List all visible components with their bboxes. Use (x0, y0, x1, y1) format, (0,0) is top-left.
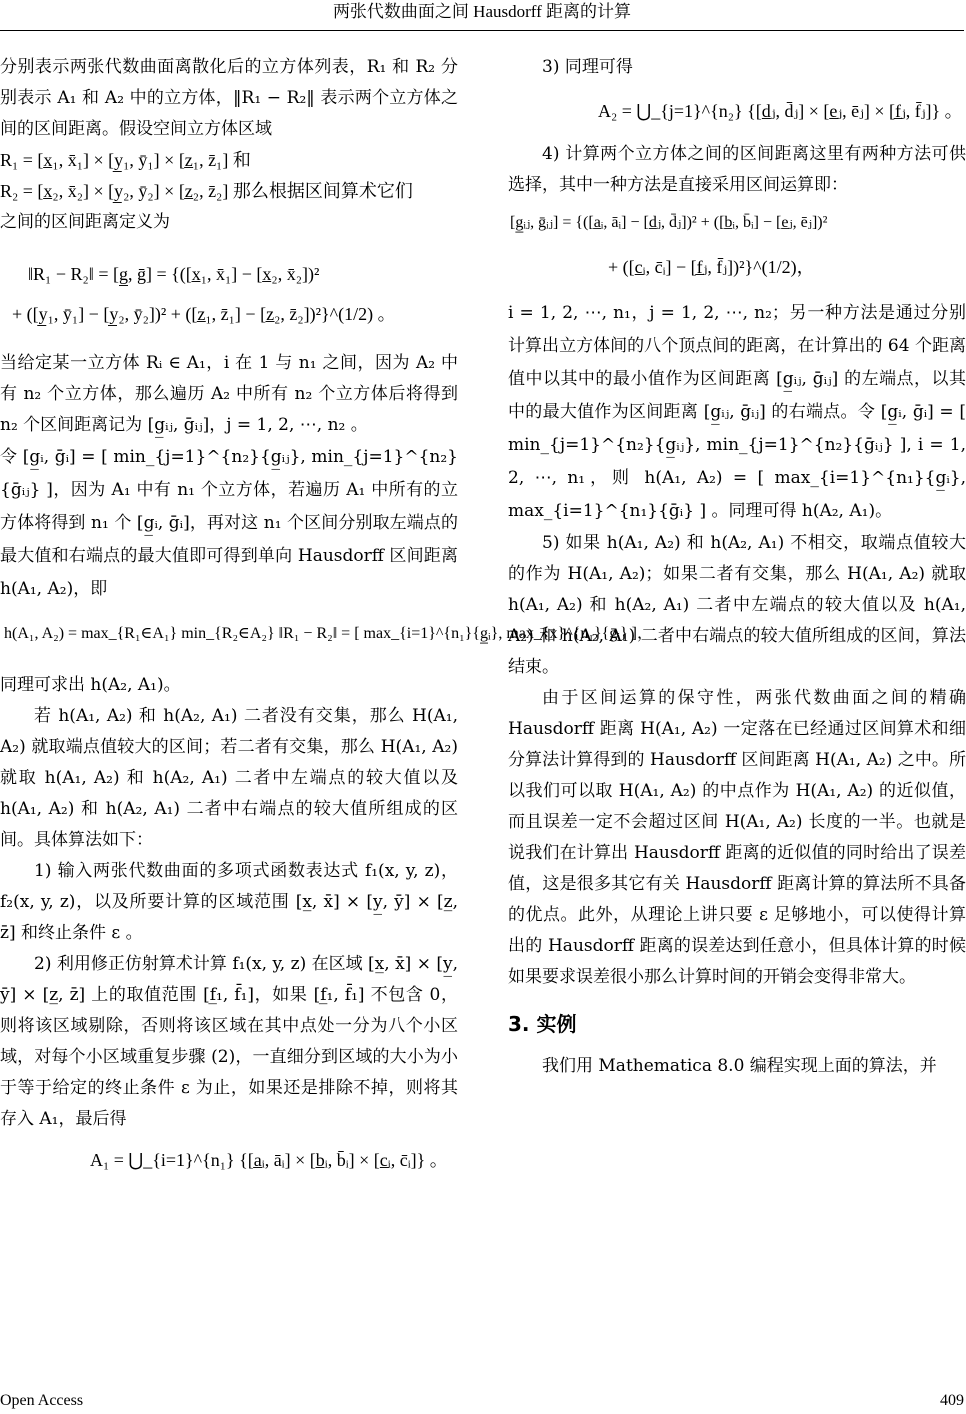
equation-g: [g̲ᵢⱼ, ḡᵢⱼ] = {([a̲ᵢ, āᵢ] − [d̲ⱼ, d̄ⱼ])² + ([b̲ᵢ, b̄ᵢ] − [e̲ⱼ, ēⱼ])² (510, 214, 828, 231)
equation-g-cont: + ([c̲ᵢ, c̄ᵢ] − [f̲ⱼ, f̄ⱼ])²}^(1/2)， (608, 257, 815, 277)
section-title: 3. 实例 (508, 1012, 577, 1036)
footer-open-access: Open Access (0, 1392, 84, 1409)
paragraph: 分别表示两张代数曲面离散化后的立方体列表，R₁ 和 R₂ 分别表示 A₁ 和 A₂ 中的立方体，‖R₁ − R₂‖ 表示两个立方体之间的区间距离。假设空间立方体区域 (0, 57, 458, 139)
paragraph: 令 [g̲ᵢ, ḡᵢ] = [ min_{j=1}^{n₂}{g̲ᵢⱼ}, min_{j=1}^{n₂}{ḡᵢⱼ} ]，因为 A₁ 中有 n₁ 个立方体，若遍历 A₁ 中所有的立方体将得到 n₁ 个 [g̲ᵢ, ḡᵢ]，再对这 n₁ 个区间分别取左端点的最大值和右端点的最大值即可得到单向 Hausdorff 区间距离 h(A₁, A₂)，即 (0, 447, 458, 599)
equation-a1: A₁ = ⋃_{i=1}^{n₁} {[a̲ᵢ, āᵢ] × [b̲ᵢ, b̄ᵢ] × [c̲ᵢ, c̄ᵢ]} 。 (90, 1150, 448, 1170)
paragraph: 由于区间运算的保守性，两张代数曲面之间的精确 Hausdorff 距离 H(A₁, A₂) 一定落在已经通过区间算术和细分算法计算得到的 Hausdorff 区间距离 H(A₁, A₂) 之中。所以我们可以取 H(A₁, A₂) 的中点作为 H(A₁, A₂) 的近似值，而且误差一定不会超过区间 H(A₁, A₂) 长度的一半。也就是说我们在计算出 Hausdorff 距离的近似值的同时给出了误差值，这是很多其它有关 Hausdorff 距离计算的算法所不具备的优点。此外，从理论上讲只要 ε 足够地小，可以使得计算出的 Hausdorff 距离的误差达到任意小，但具体计算的时候如果要求误差很小那么计算时间的开销会变得非常大。 (508, 688, 966, 987)
paragraph-step-2: 2) 利用修正仿射算术计算 f₁(x, y, z) 在区域 [x̲, x̄] × [y̲, ȳ] × [z̲, z̄] 上的取值范围 [f̲₁, f̄₁]，如果 [f̲₁, f̄₁] 不包含 0，则将该区域剔除，否则将该区域在其中点处一分为八个小区域，对每个小区域重复步骤 (2)，一直细分到区域的大小为小于等于给定的终止条件 ε 为止，如果还是排除不掉，则将其存入 A₁，最后得 (0, 954, 458, 1129)
equation-r1: R₁ = [x̲₁, x̄₁] × [y̲₁, ȳ₁] × [z̲₁, z̄₁] 和 (0, 150, 251, 170)
paragraph-step-4: 4) 计算两个立方体之间的区间距离这里有两种方法可供选择，其中一种方法是直接采用区间运算即： (508, 144, 966, 195)
paragraph-step-1: 1) 输入两张代数曲面的多项式函数表达式 f₁(x, y, z)，f₂(x, y, z)，以及所要计算的区域范围 [x̲, x̄] × [y̲, ȳ] × [z̲, z̄] 和终止条件 ε 。 (0, 861, 458, 943)
page-footer (0, 1392, 964, 1414)
equation-h: h(A₁, A₂) = max_{R₁∈A₁} min_{R₂∈A₂} ‖R₁ − R₂‖ = [ max_{i=1}^{n₁}{g̲ᵢ}, max_{x}^{n₁}{ḡᵢ} ]， (4, 625, 653, 642)
equation-distance: ‖R₁ − R₂‖ = [g̲, ḡ] = {([x̲₁, x̄₁] − [x̲₂, x̄₂])² (28, 264, 320, 284)
paragraph: 若 h(A₁, A₂) 和 h(A₂, A₁) 二者没有交集，那么 H(A₁, A₂) 就取端点值较大的区间；若二者有交集，那么 H(A₁, A₂) 就取 h(A₁, A₂) 和 h(A₂, A₁) 二者中左端点的较大值以及 h(A₁, A₂) 和 h(A₂, A₁) 二者中右端点的较大值所组成的区间。具体算法如下： (0, 706, 458, 850)
paragraph: 之间的区间距离定义为 (0, 212, 170, 232)
paragraph-step-3: 3) 同理可得 (542, 57, 633, 77)
paragraph: 当给定某一立方体 Rᵢ ∈ A₁，i 在 1 与 n₁ 之间，因为 A₂ 中有 n₂ 个立方体，那么遍历 A₂ 中所有 n₂ 个立方体后将得到 n₂ 个区间距离记为 [g̲ᵢⱼ, ḡᵢⱼ]，j = 1, 2, ⋯, n₂ 。 (0, 353, 458, 435)
paragraph: 我们用 Mathematica 8.0 编程实现上面的算法，并 (542, 1056, 937, 1076)
equation-a2: A₂ = ⋃_{j=1}^{n₂} {[d̲ⱼ, d̄ⱼ] × [e̲ⱼ, ēⱼ] × [f̲ⱼ, f̄ⱼ]} 。 (598, 101, 963, 121)
paragraph: 同理可求出 h(A₂, A₁)。 (0, 675, 181, 695)
equation-r2: R₂ = [x̲₂, x̄₂] × [y̲₂, ȳ₂] × [z̲₂, z̄₂] 那么根据区间算术它们 (0, 181, 413, 201)
header-rule (0, 30, 964, 31)
right-column (508, 52, 966, 1374)
page-number: 409 (940, 1392, 964, 1409)
paragraph: i = 1, 2, ⋯, n₁，j = 1, 2, ⋯, n₂；另一种方法是通过分别计算出立方体间的八个顶点间的距离，在计算出的 64 个距离值中以其中的最小值作为区间距离 [g̲ᵢⱼ, ḡᵢⱼ] 的左端点，以其中的最大值作为区间距离 [g̲ᵢⱼ, ḡᵢⱼ] 的右端点。令 [g̲ᵢ, ḡᵢ] = [ min_{j=1}^{n₂}{g̲ᵢⱼ}, min_{j=1}^{n₂}{ḡᵢⱼ} ], i = 1, 2, ⋯, n₁，则 h(A₁, A₂) = [ max_{i=1}^{n₁}{g̲ᵢ}, max_{i=1}^{n₁}{ḡᵢ} ] 。同理可得 h(A₂, A₁)。 (508, 303, 966, 521)
equation-distance-cont: + ([y̲₁, ȳ₁] − [y̲₂, ȳ₂])² + ([z̲₁, z̄₁] − [z̲₂, z̄₂])²}^(1/2) 。 (12, 304, 396, 324)
paragraph-step-5: 5) 如果 h(A₁, A₂) 和 h(A₂, A₁) 不相交，取端点值较大的作为 H(A₁, A₂)；如果二者有交集，那么 H(A₁, A₂) 就取 h(A₁, A₂) 和 h(A₂, A₁) 二者中左端点的较大值以及 h(A₁, A₂) 和 h(A₂, A₁) 二者中右端点的较大值所组成的区间，算法结束。 (508, 533, 966, 677)
running-header: 两张代数曲面之间 Hausdorff 距离的计算 (332, 2, 632, 21)
